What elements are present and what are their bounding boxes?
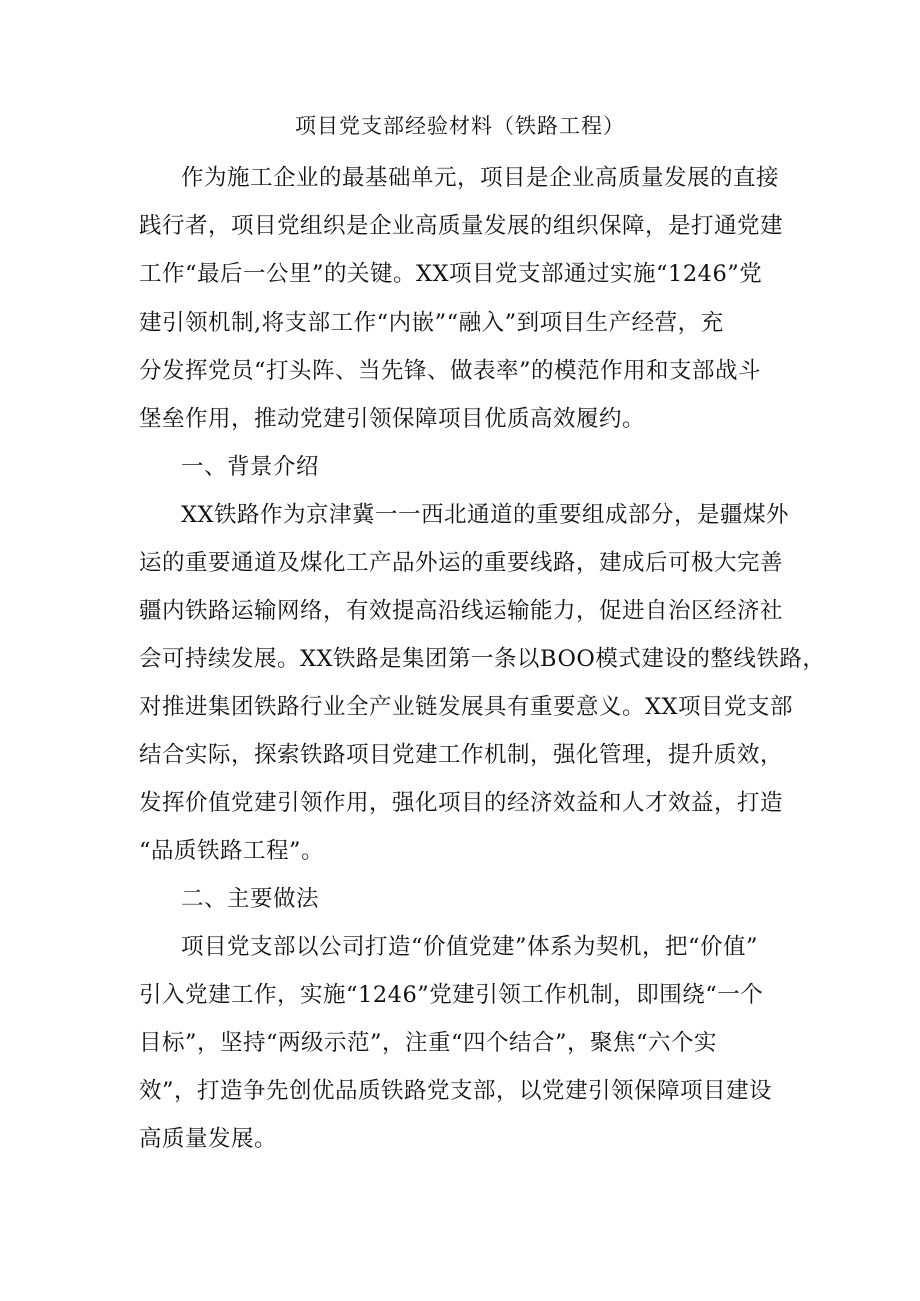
section2-line: 项目党支部以公司打造“价值党建”体系为契机，把“价值” — [181, 934, 759, 960]
section1-line: XX铁路作为京津冀一一西北通道的重要组成部分，是疆煤外 — [181, 502, 790, 528]
section1-line: 对推进集团铁路行业全产业链发展具有重要意义。XX项目党支部 — [139, 694, 794, 720]
intro-line: 作为施工企业的最基础单元，项目是企业高质量发展的直接 — [181, 165, 780, 191]
section2-line: 引入党建工作，实施“1246”党建引领工作机制，即围绕“一个 — [139, 982, 764, 1008]
section1-line: 发挥价值党建引领作用，强化项目的经济效益和人才效益，打造 — [139, 790, 784, 816]
document-title: 项目党支部经验材料（铁路工程） — [295, 114, 625, 138]
section2-line: 高质量发展。 — [139, 1126, 278, 1152]
intro-line: 践行者，项目党组织是企业高质量发展的组织保障，是打通党建 — [139, 213, 784, 239]
section2-line: 效”，打造争先创优品质铁路党支部，以党建引领保障项目建设 — [139, 1078, 773, 1104]
section1-line: 结合实际，探索铁路项目党建工作机制，强化管理，提升质效， — [139, 742, 784, 768]
section1-line: 运的重要通道及煤化工产品外运的重要线路，建成后可极大完善 — [139, 550, 784, 576]
intro-line: 工作“最后一公里”的关键。XX项目党支部通过实施“1246”党 — [139, 261, 763, 287]
section2-line: 目标”，坚持“两级示范”，注重“四个结合”，聚焦“六个实 — [139, 1030, 718, 1056]
section-heading-methods: 二、主要做法 — [181, 886, 320, 912]
intro-line: 分发挥党员“打头阵、当先锋、做表率”的模范作用和支部战斗 — [139, 358, 762, 384]
section1-line: 疆内铁路运输网络，有效提高沿线运输能力，促进自治区经济社 — [139, 598, 784, 624]
intro-line: 建引领机制,将支部工作“内嵌”“融入”到项目生产经营，充 — [139, 310, 724, 336]
section1-line: 会可持续发展。XX铁路是集团第一条以BOO模式建设的整线铁路， — [139, 646, 826, 672]
intro-line: 堡垒作用，推动党建引领保障项目优质高效履约。 — [139, 406, 646, 432]
section-heading-background: 一、背景介绍 — [181, 454, 320, 480]
section1-line: “品质铁路工程”。 — [139, 838, 325, 864]
